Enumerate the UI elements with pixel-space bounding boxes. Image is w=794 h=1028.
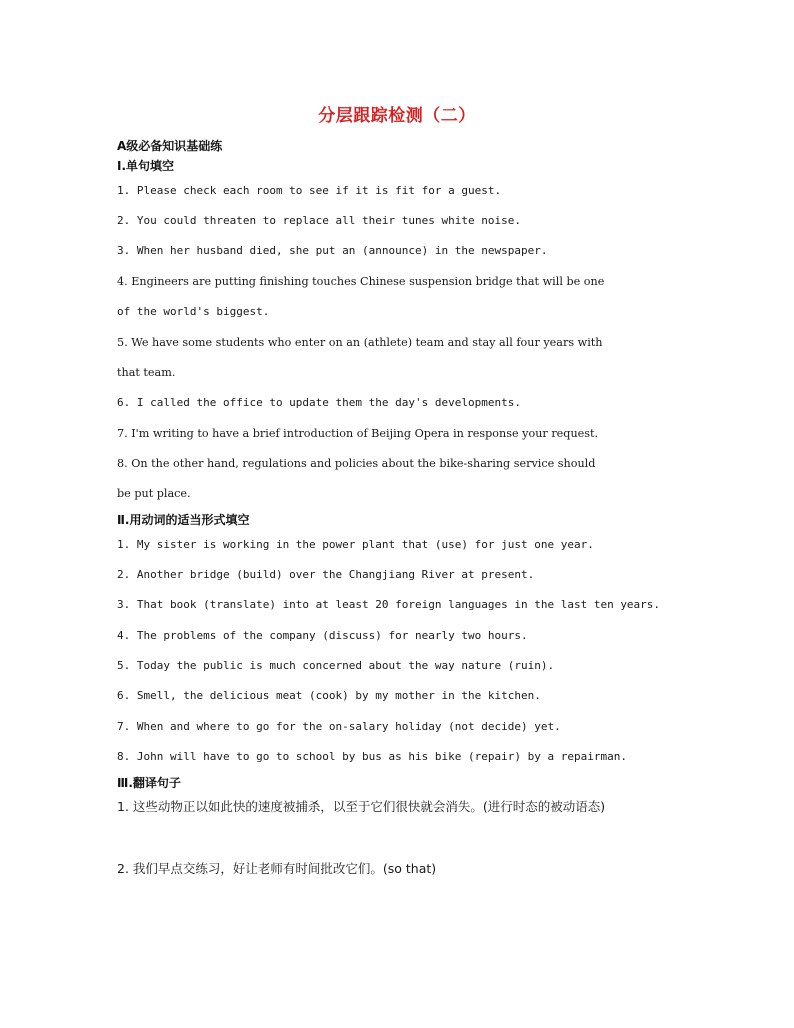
part1-item-1: 1. Please check each room to see if it is fit for a guest. bbox=[117, 184, 502, 197]
part1-item-3: 3. When her husband died, she put an (announce) in the newspaper. bbox=[117, 244, 548, 257]
part2-item-6: 6. Smell, the delicious meat (cook) by my mother in the kitchen. bbox=[117, 689, 541, 702]
part3-heading: Ⅲ.翻译句子 bbox=[117, 776, 181, 790]
part3-item-2: 2. 我们早点交练习，好让老师有时间批改它们。(so that) bbox=[117, 861, 437, 876]
part2-item-1: 1. My sister is working in the power plant that (use) for just one year. bbox=[117, 538, 594, 551]
part1-item-2: 2. You could threaten to replace all their tunes white noise. bbox=[117, 214, 521, 227]
part2-heading: Ⅱ.用动词的适当形式填空 bbox=[117, 513, 250, 527]
section-a-heading: A级必备知识基础练 bbox=[117, 139, 223, 153]
part3-item-1: 1. 这些动物正以如此快的速度被捕杀，以至于它们很快就会消失。(进行时态的被动语态) bbox=[117, 799, 606, 814]
part1-item-8: 8. On the other hand, regulations and policies about the bike-sharing service should bbox=[117, 457, 596, 470]
part2-item-4: 4. The problems of the company (discuss) for nearly two hours. bbox=[117, 629, 528, 642]
page-title: 分层跟踪检测（二） bbox=[318, 106, 476, 126]
part1-item-6: 6. I called the office to update them the day's developments. bbox=[117, 396, 521, 409]
part1-item-4-cont: of the world's biggest. bbox=[117, 305, 270, 318]
part2-item-5: 5. Today the public is much concerned about the way nature (ruin). bbox=[117, 659, 555, 672]
part1-item-8-cont: be put place. bbox=[117, 487, 191, 500]
part1-item-5: 5. We have some students who enter on an (athlete) team and stay all four years with bbox=[117, 336, 603, 349]
part1-item-5-cont: that team. bbox=[117, 366, 176, 379]
part2-item-2: 2. Another bridge (build) over the Changjiang River at present. bbox=[117, 568, 535, 581]
part1-item-7: 7. I'm writing to have a brief introduction of Beijing Opera in response your request. bbox=[117, 427, 599, 440]
part1-heading: Ⅰ.单句填空 bbox=[117, 159, 175, 173]
part1-item-4: 4. Engineers are putting finishing touches Chinese suspension bridge that will be one bbox=[117, 275, 605, 288]
part2-item-8: 8. John will have to go to school by bus as his bike (repair) by a repairman. bbox=[117, 750, 627, 763]
part2-item-3: 3. That book (translate) into at least 20 foreign languages in the last ten years. bbox=[117, 598, 661, 611]
part2-item-7: 7. When and where to go for the on-salary holiday (not decide) yet. bbox=[117, 720, 561, 733]
